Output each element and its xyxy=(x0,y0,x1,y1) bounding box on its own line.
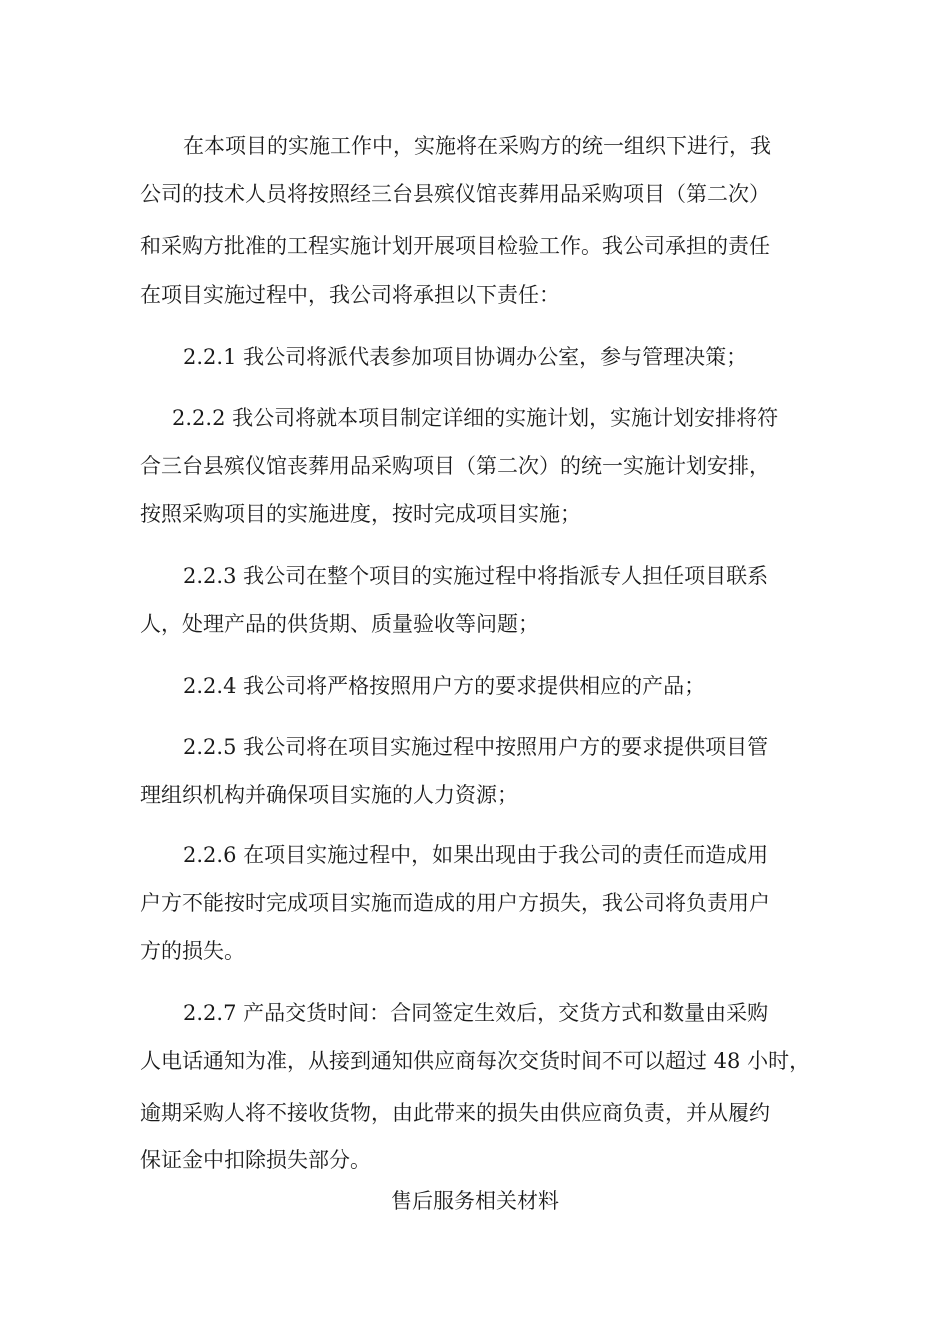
paragraph-1-line-1: 在本项目的实施工作中，实施将在采购方的统一组织下进行，我 xyxy=(183,134,771,158)
paragraph-1-line-4: 在项目实施过程中，我公司将承担以下责任： xyxy=(140,283,560,307)
clause-2-2-4-line-1: 2.2.4 我公司将严格按照用户方的要求提供相应的产品； xyxy=(183,674,706,698)
clause-2-2-2-line-2: 合三台县殡仪馆丧葬用品采购项目（第二次）的统一实施计划安排， xyxy=(140,454,770,478)
clause-2-2-6-line-3: 方的损失。 xyxy=(140,939,245,963)
clause-2-2-7-line-3: 逾期采购人将不接收货物，由此带来的损失由供应商负责，并从履约 xyxy=(140,1101,770,1125)
paragraph-1-line-3: 和采购方批准的工程实施计划开展项目检验工作。我公司承担的责任 xyxy=(140,234,770,258)
clause-2-2-7-line-1: 2.2.7 产品交货时间：合同签定生效后，交货方式和数量由采购 xyxy=(183,1001,769,1025)
clause-2-2-2-line-1: 2.2.2 我公司将就本项目制定详细的实施计划，实施计划安排将符 xyxy=(172,406,779,430)
clause-2-2-7-line-2: 人电话通知为准，从接到通知供应商每次交货时间不可以超过 48 小时， xyxy=(140,1049,811,1073)
clause-2-2-5-line-1: 2.2.5 我公司将在项目实施过程中按照用户方的要求提供项目管 xyxy=(183,735,769,759)
clause-2-2-3-line-1: 2.2.3 我公司在整个项目的实施过程中将指派专人担任项目联系 xyxy=(183,564,769,588)
clause-2-2-6-line-1: 2.2.6 在项目实施过程中，如果出现由于我公司的责任而造成用 xyxy=(183,843,769,867)
clause-2-2-1-line-1: 2.2.1 我公司将派代表参加项目协调办公室，参与管理决策； xyxy=(183,345,748,369)
clause-2-2-2-line-3: 按照采购项目的实施进度，按时完成项目实施； xyxy=(140,502,581,526)
paragraph-1-line-2: 公司的技术人员将按照经三台县殡仪馆丧葬用品采购项目（第二次） xyxy=(140,182,770,206)
clause-2-2-7-line-4: 保证金中扣除损失部分。 xyxy=(140,1148,371,1172)
clause-2-2-5-line-2: 理组织机构并确保项目实施的人力资源； xyxy=(140,783,518,807)
clause-2-2-6-line-2: 户方不能按时完成项目实施而造成的用户方损失，我公司将负责用户 xyxy=(140,891,770,915)
clause-2-2-3-line-2: 人，处理产品的供货期、质量验收等问题； xyxy=(140,612,539,636)
section-heading: 售后服务相关材料 xyxy=(391,1189,559,1213)
